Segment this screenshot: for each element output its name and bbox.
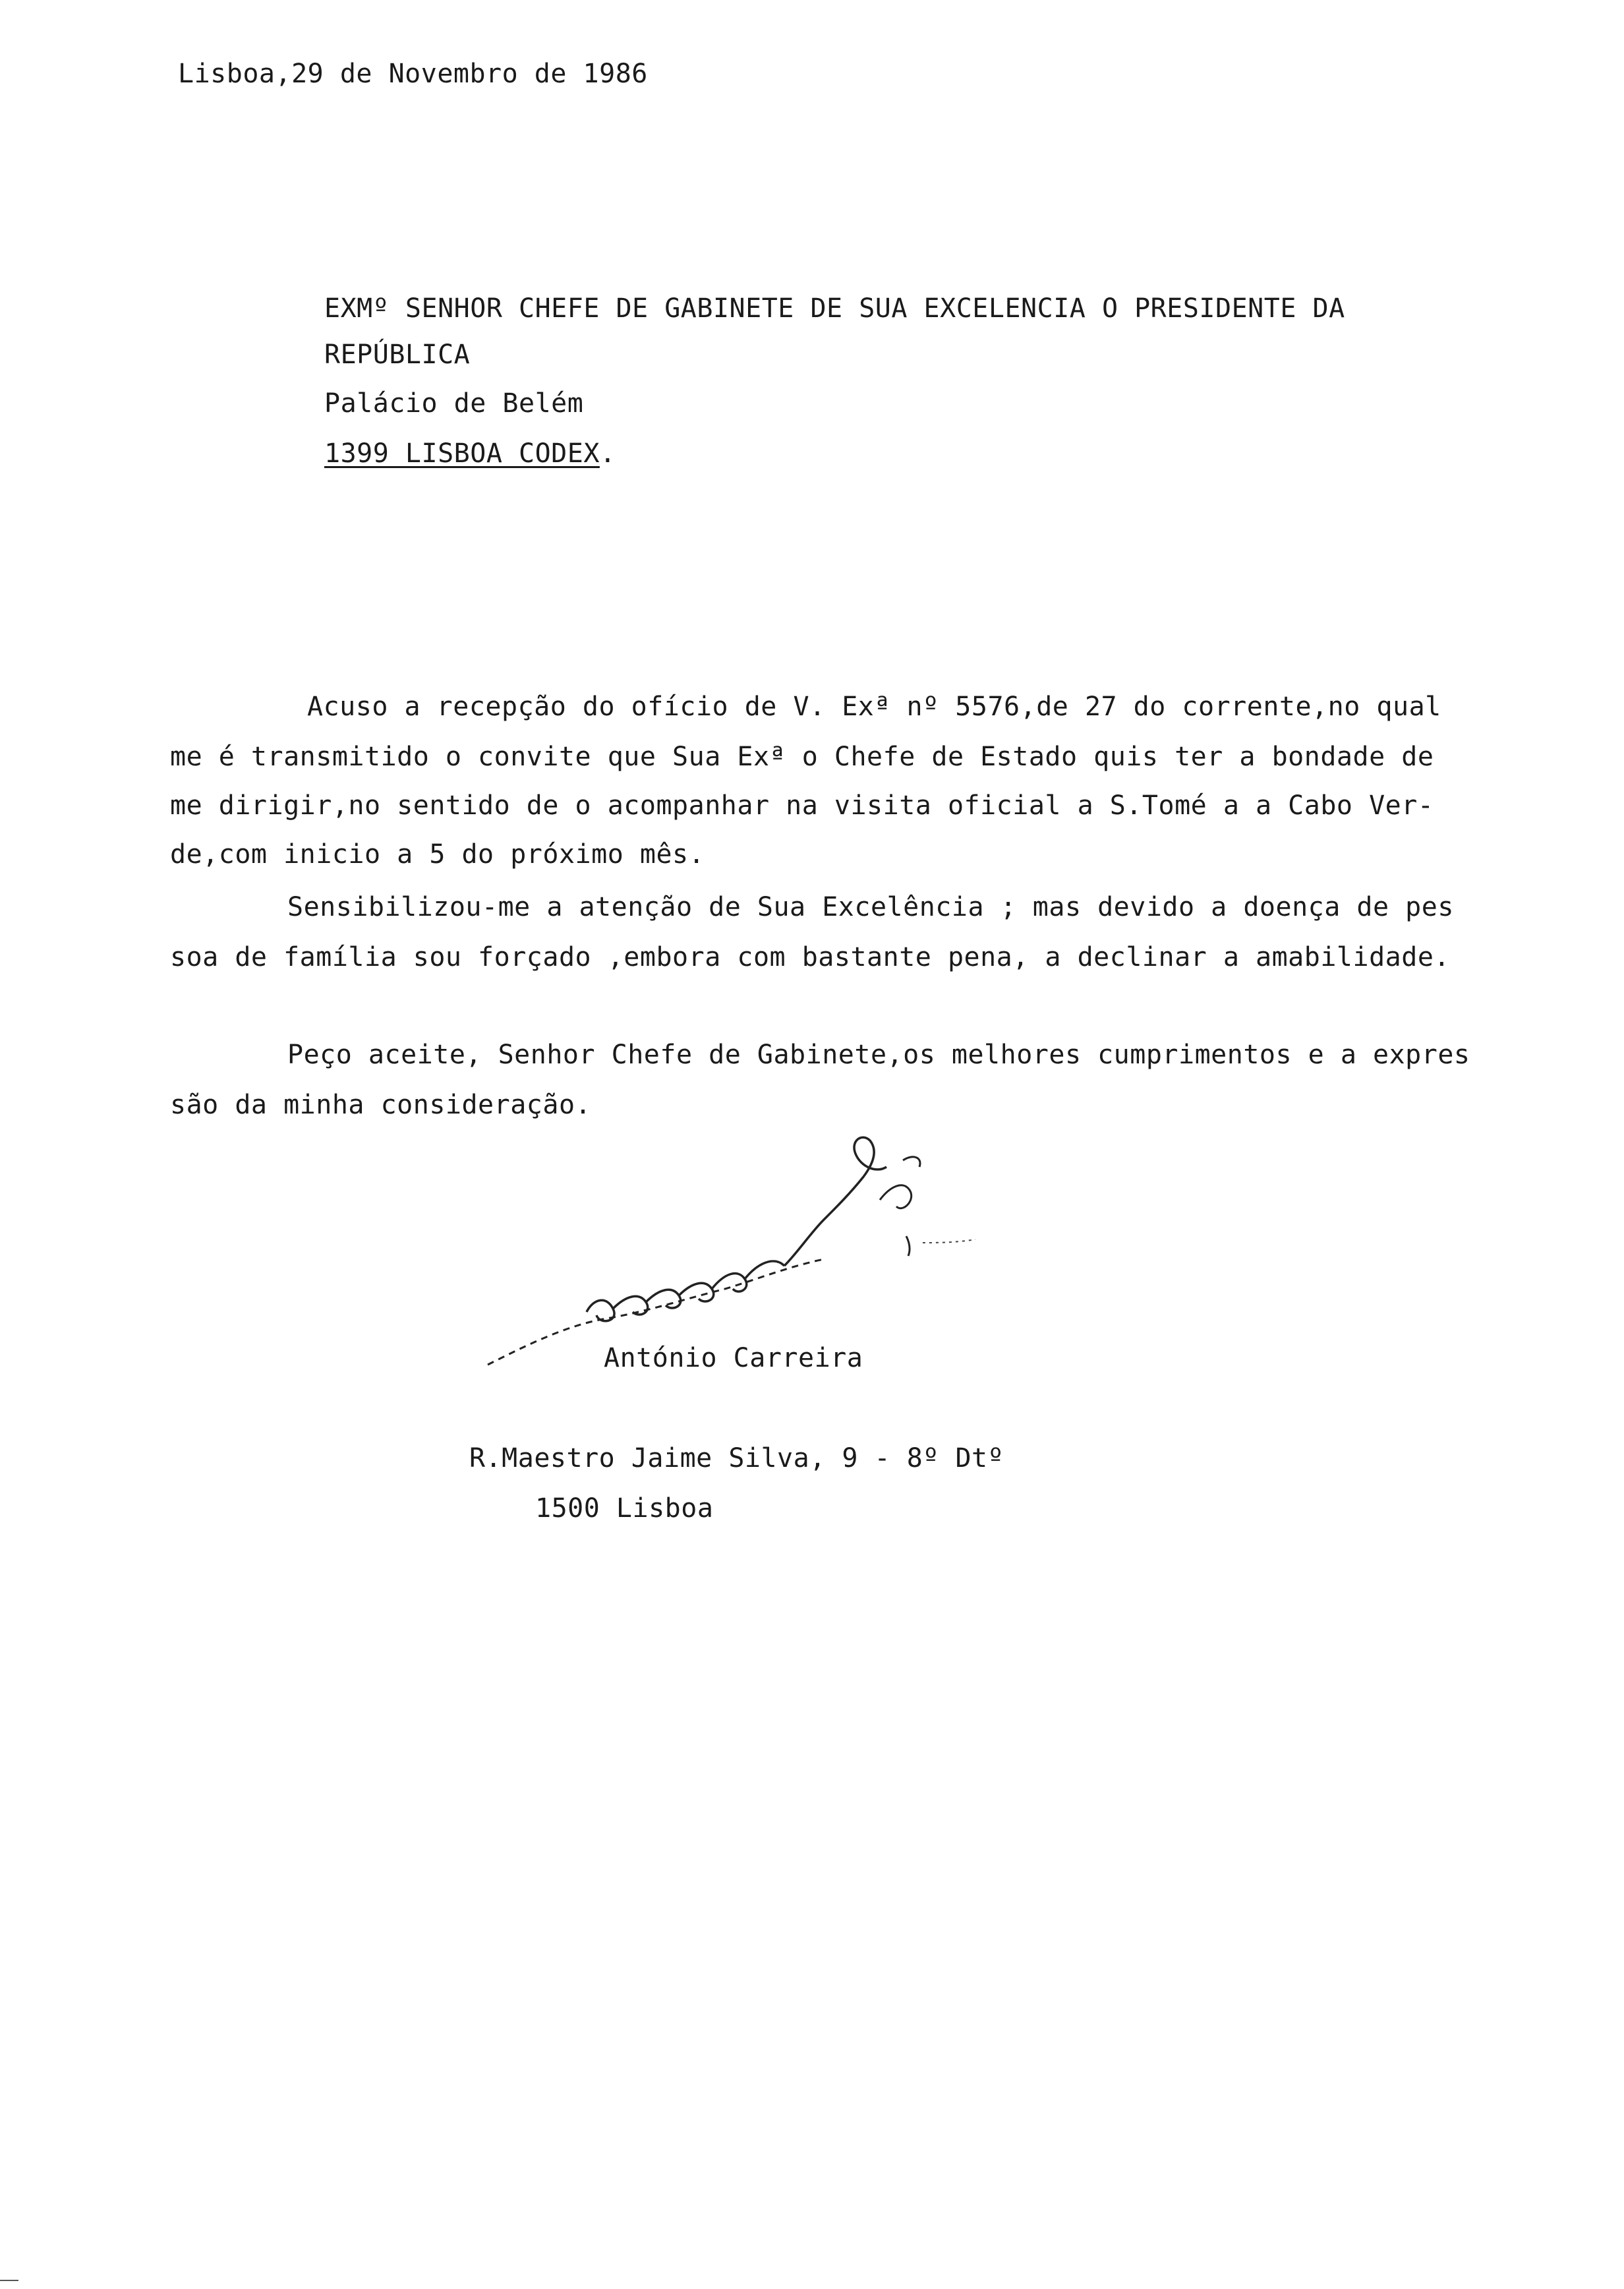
address-line-1: R.Maestro Jaime Silva, 9 - 8º Dtº — [469, 1443, 1004, 1473]
date-line: Lisboa,29 de Novembro de 1986 — [178, 59, 648, 89]
body-p3-line-2: são da minha consideração. — [170, 1090, 592, 1120]
address-line-2: 1500 Lisboa — [535, 1493, 714, 1524]
body-p1-line-4: de,com inicio a 5 do próximo mês. — [170, 839, 705, 870]
addressee-line-1: EXMº SENHOR CHEFE DE GABINETE DE SUA EXCELENCIA O PRESIDENTE DA — [324, 293, 1345, 324]
body-p3-line-1: Peço aceite, Senhor Chefe de Gabinete,os melhores cumprimentos e a expres — [287, 1040, 1470, 1070]
body-p1-line-2: me é transmitido o convite que Sua Exª o Chefe de Estado quis ter a bondade de — [170, 742, 1434, 772]
scan-edge-mark — [0, 2280, 18, 2281]
signatory-name: António Carreira — [604, 1343, 863, 1373]
body-p1-line-3: me dirigir,no sentido de o acompanhar na visita oficial a S.Tomé a a Cabo Ver- — [170, 790, 1434, 821]
addressee-period: . — [599, 438, 616, 469]
addressee-postcode: 1399 LISBOA CODEX — [324, 438, 600, 469]
body-p1-line-1: Acuso a recepção do ofício de V. Exª nº 5576,de 27 do corrente,no qual — [307, 692, 1441, 722]
addressee-line-4 — [324, 440, 616, 467]
body-p2-line-1: Sensibilizou-me a atenção de Sua Excelência ; mas devido a doença de pes — [287, 892, 1454, 922]
addressee-line-3: Palácio de Belém — [324, 388, 584, 419]
body-p2-line-2: soa de família sou forçado ,embora com bastante pena, a declinar a amabilidade. — [170, 942, 1450, 972]
addressee-line-2: REPÚBLICA — [324, 340, 471, 370]
